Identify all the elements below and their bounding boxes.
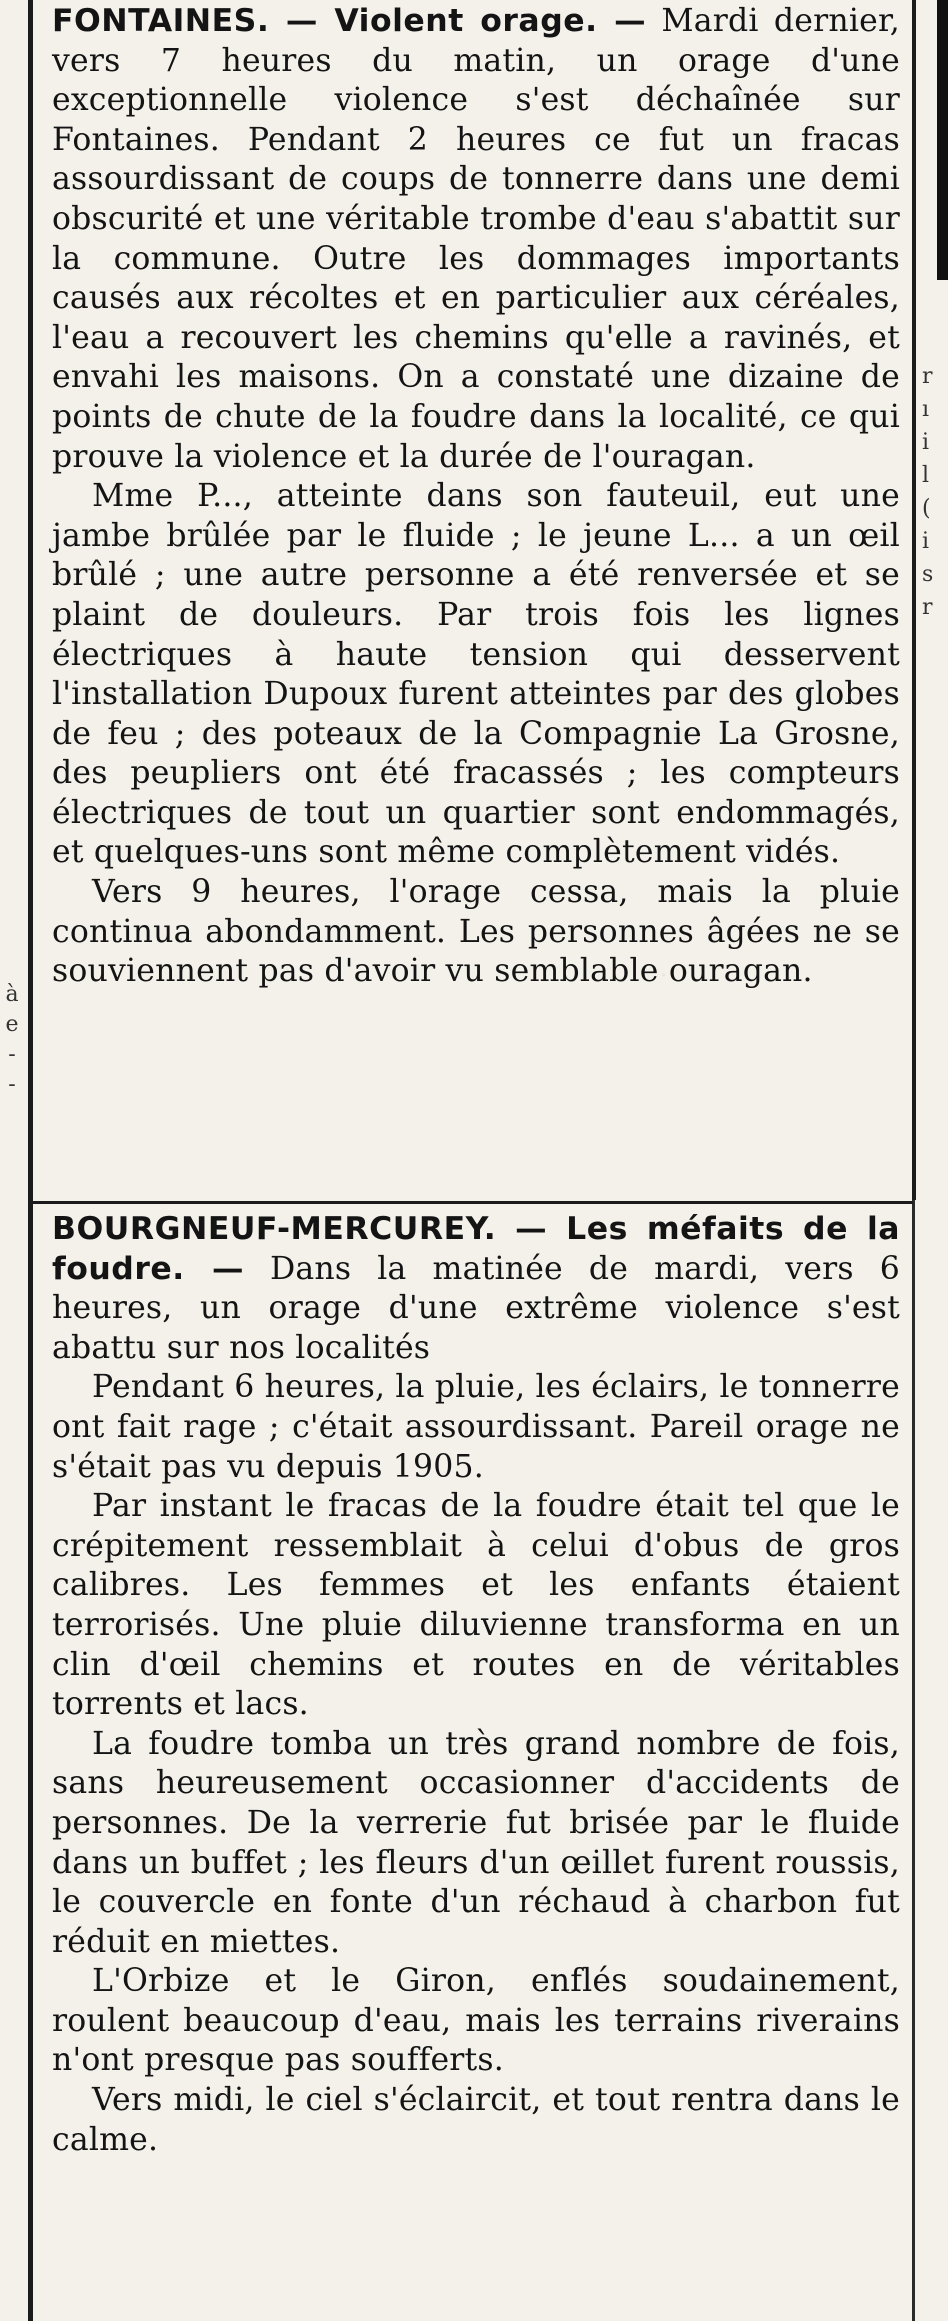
article-paragraph: Vers 9 heures, l'orage cessa, mais la pluie continua abondamment. Les personnes âgées ne se souviennent pas d'avoir vu semblable ouragan. — [52, 874, 900, 990]
margin-fragment: à — [5, 982, 19, 1007]
article-paragraph — [52, 1210, 900, 1368]
edge-bar — [937, 0, 948, 280]
article-headline: FONTAINES. — Violent orage. — — [52, 3, 647, 39]
margin-fragment: i — [922, 430, 930, 455]
article-body-text: Mardi dernier, vers 7 heures du matin, un orage d'une exceptionnelle violence s'est déchaînée sur Fontaines. Pendant 2 heures ce fut un fracas assourdissant de coups de tonnerre dans une demi obscurité et une véritable trombe d'eau s'abattit sur la commune. Outre les dommages importants causés aux récoltes et en particulier aux céréales, l'eau a recouvert les chemins qu'elle a ravinés, et envahi les maisons. On a constaté une dizaine de points de chute de la foudre dans la localité, ce qui prouve la violence et la durée de l'ouragan. — [52, 3, 901, 475]
margin-fragment: r — [922, 364, 933, 389]
column-rule-right — [912, 0, 916, 1200]
margin-fragment: - — [8, 1072, 16, 1097]
article-paragraph: Par instant le fracas de la foudre était tel que le crépitement ressemblait à celui d'obus de gros calibres. Les femmes et les enfants étaient terrorisés. Une pluie diluvienne transforma en un clin d'œil chemins et routes en de véritables torrents et lacs. — [52, 1488, 900, 1723]
margin-fragment: ı — [922, 397, 930, 422]
article-headline: BOURGNEUF-MERCUREY. — Les méfaits de la foudre. — — [52, 1211, 900, 1287]
column-rule-left — [28, 0, 33, 2321]
margin-fragment: - — [8, 1042, 16, 1067]
article-paragraph: La foudre tomba un très grand nombre de fois, sans heureusement occasionner d'accidents de personnes. De la verrerie fut brisée par le fluide dans un buffet ; les fleurs d'un œillet furent roussis, le couvercle en fonte d'un réchaud à charbon fut réduit en miettes. — [52, 1725, 900, 1960]
column-rule-right-lower — [912, 1200, 915, 2321]
margin-fragment: r — [922, 595, 933, 620]
article-paragraph — [52, 2, 900, 477]
margin-fragment: l — [922, 463, 930, 488]
margin-fragment: e — [5, 1012, 19, 1037]
article-paragraph: Pendant 6 heures, la pluie, les éclairs, le tonnerre ont fait rage ; c'était assourdissant. Pareil orage ne s'était pas vu depuis 1905. — [52, 1369, 900, 1485]
article-body-text: Dans la matinée de mardi, vers 6 heures, un orage d'une extrême violence s'est abattu sur nos localités — [52, 1250, 900, 1366]
right-margin-fragments — [922, 360, 940, 624]
margin-fragment: i — [922, 529, 930, 554]
article-bourgneuf-mercurey — [52, 1210, 900, 2160]
article-paragraph: L'Orbize et le Giron, enflés soudainement, roulent beaucoup d'eau, mais les terrains riverains n'ont presque pas soufferts. — [52, 1963, 900, 2079]
left-margin-fragments — [0, 980, 24, 1100]
margin-fragment: ( — [922, 496, 931, 521]
margin-fragment: s — [922, 562, 934, 587]
article-fontaines — [52, 2, 900, 992]
article-paragraph: Mme P..., atteinte dans son fauteuil, eut une jambe brûlée par le fluide ; le jeune L... a un œil brûlé ; une autre personne a été renversée et se plaint de douleurs. Par trois fois les lignes électriques à haute tension qui desservent l'installation Dupoux furent atteintes par des globes de feu ; des poteaux de la Compagnie La Grosne, des peupliers ont été fracassés ; les compteurs électriques de tout un quartier sont endommagés, et quelques-uns sont même complètement vidés. — [52, 478, 900, 871]
article-divider — [33, 1201, 913, 1204]
article-paragraph: Vers midi, le ciel s'éclaircit, et tout rentra dans le calme. — [52, 2082, 900, 2158]
